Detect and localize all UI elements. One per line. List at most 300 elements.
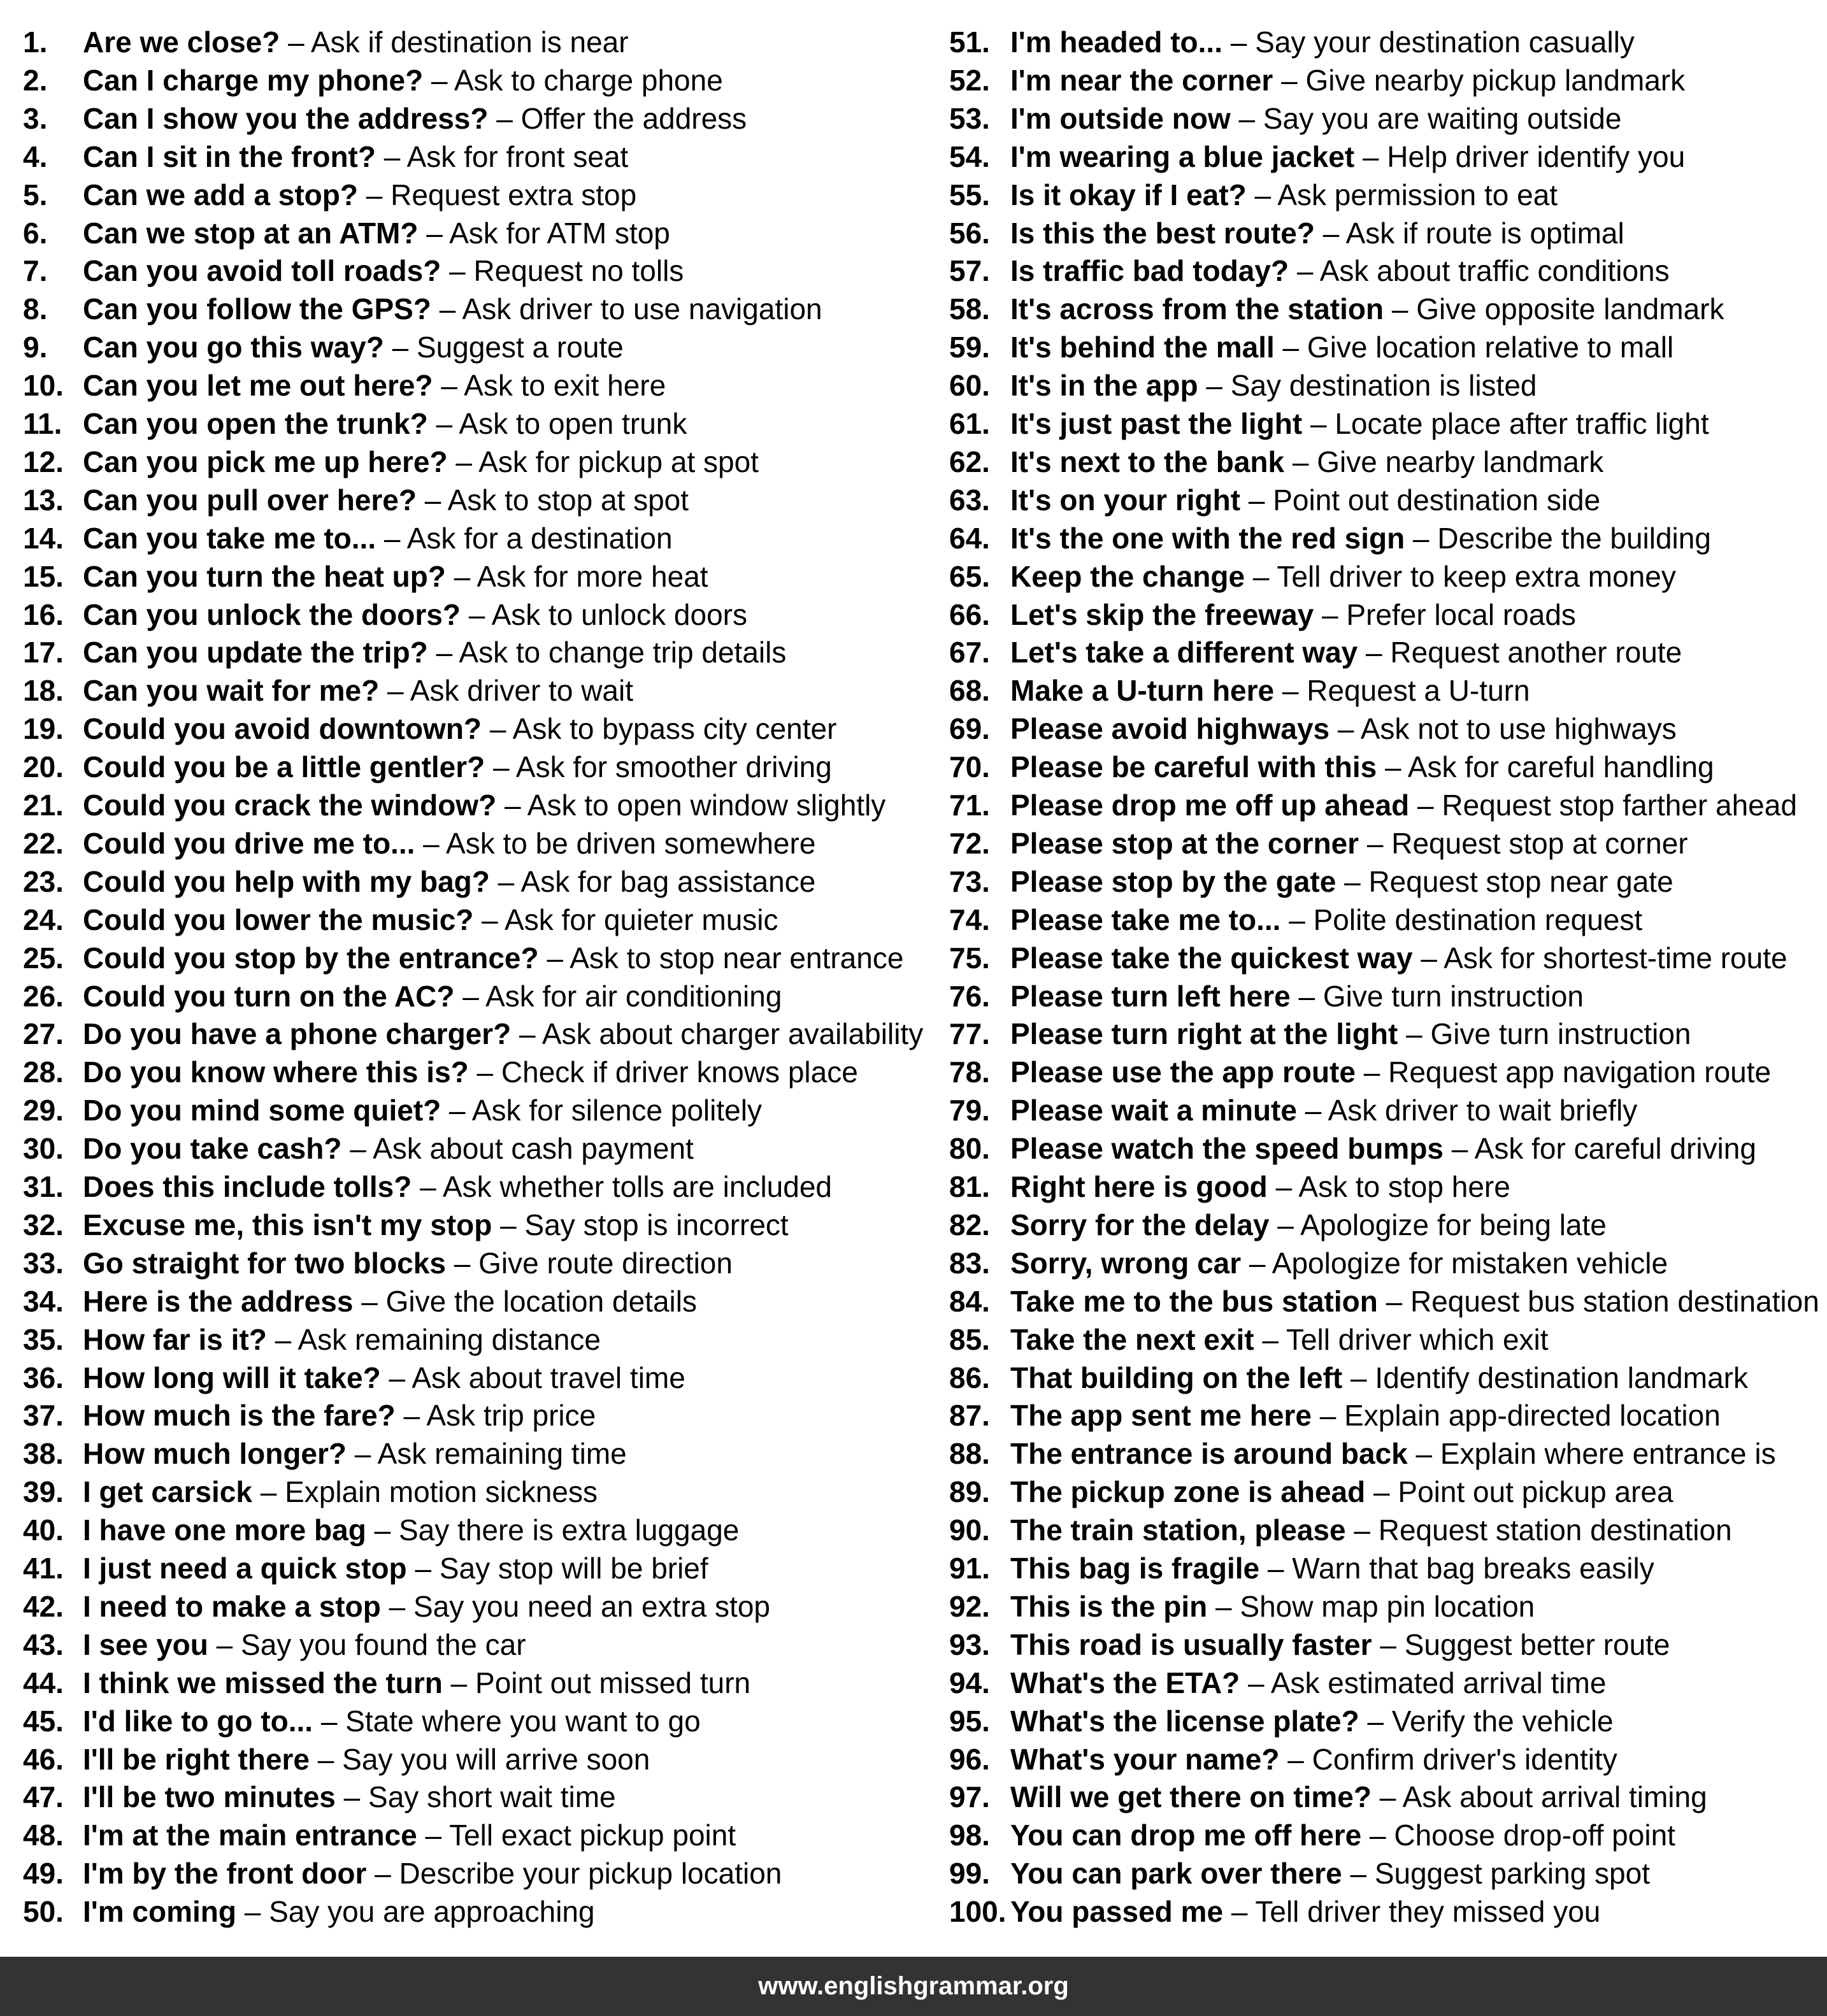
- phrase-item: [949, 443, 1603, 481]
- separator-dash: –: [1322, 216, 1340, 250]
- separator-dash: –: [1248, 483, 1265, 517]
- phrase-meaning: Ask for front seat: [406, 139, 629, 173]
- phrase-text: Can you open the trunk?: [83, 407, 428, 440]
- phrase-number: 23.: [23, 864, 64, 898]
- phrase-number: 42.: [23, 1589, 64, 1623]
- footer-url[interactable]: www.englishgrammar.org: [758, 1972, 1069, 2000]
- separator-dash: –: [1406, 1017, 1422, 1051]
- phrase-number: 82.: [949, 1208, 990, 1241]
- separator-dash: –: [1275, 1170, 1293, 1203]
- separator-dash: –: [375, 1857, 391, 1891]
- phrase-meaning: Suggest parking spot: [1374, 1857, 1650, 1891]
- separator-dash: –: [455, 445, 472, 478]
- separator-dash: –: [1379, 1780, 1396, 1814]
- separator-dash: –: [420, 1170, 436, 1203]
- separator-dash: –: [1421, 941, 1437, 975]
- separator-dash: –: [1373, 1475, 1390, 1509]
- phrase-text: Sorry for the delay: [1010, 1208, 1270, 1241]
- separator-dash: –: [1247, 1666, 1265, 1699]
- phrase-number: 45.: [23, 1704, 64, 1738]
- phrase-meaning: Request another route: [1390, 636, 1682, 669]
- phrase-item: [949, 1320, 1549, 1359]
- phrase-item: [23, 1549, 708, 1587]
- phrase-item: [949, 977, 1584, 1015]
- separator-dash: –: [449, 1094, 466, 1127]
- separator-dash: –: [1267, 1552, 1284, 1585]
- phrase-number: 95.: [949, 1704, 990, 1738]
- phrase-number: 27.: [23, 1017, 64, 1051]
- phrase-meaning: Ask for silence politely: [471, 1094, 762, 1127]
- phrase-item: [949, 252, 1670, 290]
- phrase-meaning: Request stop at corner: [1391, 826, 1688, 860]
- phrase-item: [949, 1359, 1748, 1397]
- separator-dash: –: [454, 559, 471, 593]
- phrase-item: [23, 176, 636, 214]
- phrase-item: [23, 443, 759, 481]
- phrase-meaning: Give nearby landmark: [1317, 445, 1604, 478]
- phrase-meaning: Locate place after traffic light: [1335, 407, 1709, 440]
- phrase-meaning: Point out destination side: [1273, 483, 1601, 517]
- phrase-number: 43.: [23, 1627, 64, 1661]
- phrase-text: This bag is fragile: [1010, 1552, 1260, 1585]
- phrase-text: I'm outside now: [1010, 101, 1231, 135]
- phrase-number: 17.: [23, 636, 64, 669]
- phrase-item: [949, 862, 1673, 901]
- phrase-number: 15.: [23, 559, 64, 593]
- phrase-text: Can you update the trip?: [83, 636, 428, 669]
- phrase-number: 88.: [949, 1437, 990, 1471]
- phrase-meaning: Tell driver they missed you: [1255, 1895, 1601, 1929]
- phrase-number: 7.: [23, 254, 48, 288]
- phrase-text: It's the one with the red sign: [1010, 521, 1405, 555]
- separator-dash: –: [1363, 1055, 1380, 1089]
- separator-dash: –: [387, 674, 404, 708]
- phrase-item: [23, 671, 633, 710]
- separator-dash: –: [1366, 826, 1384, 860]
- phrase-meaning: Give the location details: [385, 1284, 697, 1318]
- phrase-text: I'm headed to...: [1010, 25, 1222, 59]
- phrase-text: Please turn left here: [1010, 979, 1291, 1013]
- phrase-text: Please take the quickest way: [1010, 941, 1413, 975]
- phrase-text: That building on the left: [1010, 1361, 1343, 1394]
- phrase-meaning: Confirm driver's identity: [1312, 1742, 1617, 1776]
- separator-dash: –: [1254, 178, 1272, 211]
- separator-dash: –: [496, 101, 513, 135]
- phrase-meaning: Ask if route is optimal: [1345, 216, 1624, 250]
- phrase-item: [949, 1816, 1675, 1854]
- separator-dash: –: [275, 1322, 292, 1356]
- phrase-text: Keep the change: [1010, 559, 1245, 593]
- phrase-meaning: Ask driver to wait briefly: [1328, 1094, 1638, 1127]
- phrase-meaning: Request stop farther ahead: [1442, 789, 1797, 822]
- separator-dash: –: [366, 178, 383, 211]
- phrase-item: [23, 214, 670, 252]
- separator-dash: –: [1367, 1704, 1384, 1738]
- separator-dash: –: [482, 903, 498, 936]
- phrase-text: Go straight for two blocks: [83, 1246, 446, 1280]
- phrase-meaning: Ask to charge phone: [454, 63, 723, 97]
- phrase-item: [949, 824, 1688, 862]
- separator-dash: –: [1289, 903, 1305, 936]
- phrase-number: 47.: [23, 1780, 64, 1814]
- phrase-item: [949, 786, 1797, 824]
- phrase-text: Can you go this way?: [83, 331, 384, 364]
- phrase-text: This road is usually faster: [1010, 1627, 1372, 1661]
- phrase-item: [23, 404, 687, 443]
- phrase-text: How far is it?: [83, 1322, 267, 1356]
- phrase-text: Do you take cash?: [83, 1132, 342, 1166]
- phrase-number: 97.: [949, 1780, 990, 1814]
- phrase-item: [949, 1626, 1670, 1664]
- phrase-number: 31.: [23, 1170, 64, 1203]
- phrase-text: Is this the best route?: [1010, 216, 1315, 250]
- phrase-text: I'm by the front door: [83, 1857, 367, 1891]
- phrase-text: I just need a quick stop: [83, 1552, 407, 1585]
- phrase-item: [949, 1053, 1771, 1091]
- separator-dash: –: [1351, 1361, 1367, 1394]
- phrase-meaning: Request app navigation route: [1388, 1055, 1772, 1089]
- phrase-item: [23, 824, 815, 862]
- phrase-text: Please use the app route: [1010, 1055, 1356, 1089]
- phrase-number: 70.: [949, 750, 990, 784]
- phrase-number: 29.: [23, 1094, 64, 1127]
- phrase-number: 94.: [949, 1666, 990, 1699]
- phrase-item: [23, 1511, 739, 1549]
- phrase-item: [949, 901, 1642, 939]
- phrase-number: 76.: [949, 979, 990, 1013]
- phrase-meaning: Request stop near gate: [1368, 864, 1673, 898]
- separator-dash: –: [462, 979, 479, 1013]
- separator-dash: –: [468, 597, 485, 631]
- separator-dash: –: [1344, 864, 1361, 898]
- phrase-item: [949, 1091, 1637, 1129]
- phrase-number: 32.: [23, 1208, 64, 1241]
- footer-bar: [0, 1957, 1827, 2016]
- separator-dash: –: [454, 1246, 471, 1280]
- phrase-number: 66.: [949, 597, 990, 631]
- separator-dash: –: [489, 712, 506, 746]
- phrase-number: 99.: [949, 1857, 990, 1891]
- separator-dash: –: [288, 25, 304, 59]
- phrase-meaning: Ask about traffic conditions: [1319, 254, 1670, 288]
- phrase-meaning: Ask for bag assistance: [520, 864, 816, 898]
- phrase-meaning: Request no tolls: [473, 254, 684, 288]
- phrase-number: 84.: [949, 1284, 990, 1318]
- phrase-item: [949, 176, 1558, 214]
- separator-dash: –: [374, 1513, 391, 1547]
- phrase-number: 41.: [23, 1552, 64, 1585]
- phrase-number: 22.: [23, 826, 64, 860]
- phrase-number: 60.: [949, 369, 990, 403]
- phrase-meaning: Ask for shortest-time route: [1444, 941, 1788, 975]
- phrase-number: 38.: [23, 1437, 64, 1471]
- phrase-meaning: Ask to exit here: [464, 369, 666, 403]
- phrase-meaning: Ask to change trip details: [459, 636, 787, 669]
- phrase-item: [23, 786, 885, 824]
- phrase-item: [23, 1664, 750, 1702]
- phrase-meaning: Give opposite landmark: [1416, 292, 1724, 326]
- phrase-text: Please stop at the corner: [1010, 826, 1359, 860]
- separator-dash: –: [1412, 521, 1429, 555]
- phrase-meaning: Say short wait time: [368, 1780, 616, 1814]
- separator-dash: –: [1391, 292, 1408, 326]
- phrase-number: 25.: [23, 941, 64, 975]
- phrase-meaning: Ask if destination is near: [310, 25, 629, 59]
- phrase-text: Can you avoid toll roads?: [83, 254, 441, 288]
- phrase-meaning: Choose drop-off point: [1394, 1819, 1675, 1852]
- separator-dash: –: [383, 139, 401, 173]
- phrase-number: 83.: [949, 1246, 990, 1280]
- phrase-item: [949, 99, 1621, 138]
- separator-dash: –: [1310, 407, 1327, 440]
- phrase-number: 48.: [23, 1819, 64, 1852]
- phrase-text: Please watch the speed bumps: [1010, 1132, 1444, 1166]
- separator-dash: –: [1415, 1437, 1433, 1471]
- phrase-number: 92.: [949, 1589, 990, 1623]
- phrase-text: Is traffic bad today?: [1010, 254, 1289, 288]
- phrase-text: Let's skip the freeway: [1010, 597, 1314, 631]
- phrase-item: [23, 1053, 858, 1091]
- separator-dash: –: [1249, 1246, 1266, 1280]
- phrase-text: It's just past the light: [1010, 407, 1303, 440]
- phrase-text: Please drop me off up ahead: [1010, 789, 1410, 822]
- phrase-text: I'd like to go to...: [83, 1704, 313, 1738]
- phrase-number: 39.: [23, 1475, 64, 1509]
- phrase-meaning: Request station destination: [1378, 1513, 1732, 1547]
- phrase-item: [949, 23, 1635, 61]
- phrase-text: I see you: [83, 1627, 208, 1661]
- phrase-item: [949, 1778, 1707, 1816]
- phrase-item: [23, 1015, 923, 1053]
- phrase-number: 72.: [949, 826, 990, 860]
- phrase-number: 69.: [949, 712, 990, 746]
- separator-dash: –: [423, 826, 440, 860]
- phrase-text: You can drop me off here: [1010, 1819, 1362, 1852]
- separator-dash: –: [1305, 1094, 1322, 1127]
- phrase-number: 91.: [949, 1552, 990, 1585]
- phrase-number: 80.: [949, 1132, 990, 1166]
- phrase-number: 24.: [23, 903, 64, 936]
- separator-dash: –: [547, 941, 563, 975]
- phrase-meaning: Say you are waiting outside: [1263, 101, 1622, 135]
- separator-dash: –: [426, 216, 443, 250]
- phrase-text: The entrance is around back: [1010, 1437, 1408, 1471]
- phrase-number: 58.: [949, 292, 990, 326]
- separator-dash: –: [1384, 750, 1401, 784]
- phrase-item: [949, 557, 1676, 596]
- phrase-meaning: Apologize for mistaken vehicle: [1272, 1246, 1668, 1280]
- separator-dash: –: [436, 407, 453, 440]
- phrase-text: I'm at the main entrance: [83, 1819, 417, 1852]
- phrase-text: You can park over there: [1010, 1857, 1342, 1891]
- phrase-meaning: Ask to stop near entrance: [570, 941, 904, 975]
- phrase-number: 18.: [23, 674, 64, 708]
- separator-dash: –: [519, 1017, 536, 1051]
- phrase-number: 74.: [949, 903, 990, 936]
- phrase-item: [949, 61, 1685, 99]
- separator-dash: –: [1350, 1857, 1367, 1891]
- separator-dash: –: [260, 1475, 277, 1509]
- phrase-text: Will we get there on time?: [1010, 1780, 1372, 1814]
- phrase-item: [949, 1587, 1535, 1626]
- phrase-item: [949, 481, 1600, 519]
- phrase-meaning: Request extra stop: [390, 178, 637, 211]
- phrase-text: Excuse me, this isn't my stop: [83, 1208, 492, 1241]
- phrase-item: [23, 862, 815, 901]
- phrase-item: [23, 1854, 782, 1892]
- phrase-text: I'll be two minutes: [83, 1780, 336, 1814]
- phrase-number: 56.: [949, 216, 990, 250]
- phrase-meaning: Explain app-directed location: [1344, 1399, 1721, 1433]
- phrase-text: It's on your right: [1010, 483, 1241, 517]
- phrase-item: [949, 328, 1673, 366]
- phrase-meaning: Verify the vehicle: [1391, 1704, 1614, 1738]
- phrase-meaning: Point out missed turn: [475, 1666, 751, 1699]
- phrase-item: [949, 633, 1682, 671]
- phrase-number: 4.: [23, 139, 48, 173]
- phrase-meaning: Ask permission to eat: [1277, 178, 1558, 211]
- phrase-item: [23, 328, 624, 366]
- phrase-meaning: Ask for careful handling: [1407, 750, 1714, 784]
- phrase-text: I think we missed the turn: [83, 1666, 443, 1699]
- phrase-item: [949, 671, 1530, 710]
- phrase-number: 85.: [949, 1322, 990, 1356]
- phrase-item: [23, 557, 708, 596]
- phrase-meaning: Apologize for being late: [1300, 1208, 1607, 1241]
- phrase-text: Can you pick me up here?: [83, 445, 448, 478]
- separator-dash: –: [350, 1132, 366, 1166]
- phrase-text: Can I sit in the front?: [83, 139, 376, 173]
- phrase-meaning: Request bus station destination: [1410, 1284, 1819, 1318]
- phrase-meaning: Tell driver to keep extra money: [1277, 559, 1676, 593]
- phrase-text: You passed me: [1010, 1895, 1224, 1929]
- separator-dash: –: [436, 636, 453, 669]
- separator-dash: –: [1296, 254, 1314, 288]
- phrase-number: 50.: [23, 1895, 64, 1929]
- phrase-item: [949, 1511, 1732, 1549]
- phrase-text: I'm coming: [83, 1895, 236, 1929]
- phrase-meaning: Say you will arrive soon: [342, 1742, 650, 1776]
- phrase-item: [949, 939, 1788, 977]
- phrase-meaning: Ask for more heat: [476, 559, 708, 593]
- separator-dash: –: [383, 521, 401, 555]
- phrase-number: 79.: [949, 1094, 990, 1127]
- phrase-number: 61.: [949, 407, 990, 440]
- phrase-text: What's the license plate?: [1010, 1704, 1359, 1738]
- phrase-item: [23, 1816, 736, 1854]
- phrase-item: [949, 404, 1709, 443]
- phrase-number: 98.: [949, 1819, 990, 1852]
- phrase-item: [23, 1091, 762, 1129]
- phrase-number: 2.: [23, 63, 48, 97]
- phrase-number: 96.: [949, 1742, 990, 1776]
- phrase-item: [949, 1434, 1776, 1473]
- phrase-text: Could you avoid downtown?: [83, 712, 482, 746]
- separator-dash: –: [1206, 369, 1222, 403]
- phrase-text: It's across from the station: [1010, 292, 1384, 326]
- phrase-text: What's your name?: [1010, 1742, 1280, 1776]
- phrase-meaning: Say you are approaching: [269, 1895, 595, 1929]
- phrase-meaning: Point out pickup area: [1398, 1475, 1673, 1509]
- phrase-text: I need to make a stop: [83, 1589, 381, 1623]
- phrase-text: It's next to the bank: [1010, 445, 1285, 478]
- phrase-meaning: Ask to unlock doors: [491, 597, 747, 631]
- phrase-text: Can you unlock the doors?: [83, 597, 461, 631]
- separator-dash: –: [441, 369, 457, 403]
- phrase-text: I'll be right there: [83, 1742, 310, 1776]
- separator-dash: –: [1287, 1742, 1304, 1776]
- separator-dash: –: [431, 63, 448, 97]
- phrase-text: Can we add a stop?: [83, 178, 358, 211]
- phrase-item: [23, 1702, 701, 1740]
- separator-dash: –: [1231, 1895, 1248, 1929]
- phrase-number: 10.: [23, 369, 64, 403]
- phrase-item: [23, 1473, 598, 1511]
- phrase-meaning: Ask remaining distance: [297, 1322, 601, 1356]
- phrase-text: Right here is good: [1010, 1170, 1268, 1203]
- phrase-item: [949, 1015, 1691, 1053]
- phrase-number: 21.: [23, 789, 64, 822]
- phrase-text: Could you drive me to...: [83, 826, 415, 860]
- phrase-text: What's the ETA?: [1010, 1666, 1240, 1699]
- phrase-item: [23, 519, 673, 557]
- phrase-text: Can you wait for me?: [83, 674, 380, 708]
- phrase-meaning: Ask for quieter music: [505, 903, 778, 936]
- phrase-number: 20.: [23, 750, 64, 784]
- separator-dash: –: [343, 1780, 361, 1814]
- phrase-text: How long will it take?: [83, 1361, 381, 1394]
- phrase-meaning: Ask to be driven somewhere: [446, 826, 816, 860]
- phrase-item: [23, 1778, 616, 1816]
- separator-dash: –: [498, 864, 515, 898]
- phrase-meaning: Ask about arrival timing: [1402, 1780, 1707, 1814]
- phrase-meaning: Offer the address: [520, 101, 747, 135]
- phrase-text: It's in the app: [1010, 369, 1198, 403]
- separator-dash: –: [1238, 101, 1256, 135]
- phrase-item: [949, 1282, 1819, 1320]
- phrase-meaning: Request a U-turn: [1307, 674, 1530, 708]
- separator-dash: –: [389, 1589, 406, 1623]
- phrase-number: 37.: [23, 1399, 64, 1433]
- phrase-meaning: Polite destination request: [1313, 903, 1643, 936]
- phrase-text: Can you let me out here?: [83, 369, 433, 403]
- phrase-text: Can you pull over here?: [83, 483, 417, 517]
- phrase-number: 62.: [949, 445, 990, 478]
- phrase-text: Please avoid highways: [1010, 712, 1330, 746]
- phrase-item: [23, 1129, 694, 1168]
- phrase-meaning: Ask for smoother driving: [515, 750, 832, 784]
- separator-dash: –: [1322, 597, 1338, 631]
- phrase-item: [949, 214, 1624, 252]
- phrase-item: [23, 1168, 832, 1206]
- phrase-text: The train station, please: [1010, 1513, 1346, 1547]
- phrase-number: 40.: [23, 1513, 64, 1547]
- phrase-item: [23, 1282, 697, 1320]
- phrase-meaning: Say stop will be brief: [439, 1552, 708, 1585]
- phrase-meaning: Give route direction: [478, 1246, 733, 1280]
- separator-dash: –: [1386, 1284, 1403, 1318]
- phrase-number: 13.: [23, 483, 64, 517]
- phrase-number: 86.: [949, 1361, 990, 1394]
- separator-dash: –: [1230, 25, 1247, 59]
- phrase-meaning: Ask for ATM stop: [449, 216, 670, 250]
- separator-dash: –: [449, 254, 466, 288]
- phrase-text: Take me to the bus station: [1010, 1284, 1378, 1318]
- phrase-text: Can we stop at an ATM?: [83, 216, 419, 250]
- phrase-number: 9.: [23, 331, 48, 364]
- phrase-number: 73.: [949, 864, 990, 898]
- phrase-item: [949, 1549, 1654, 1587]
